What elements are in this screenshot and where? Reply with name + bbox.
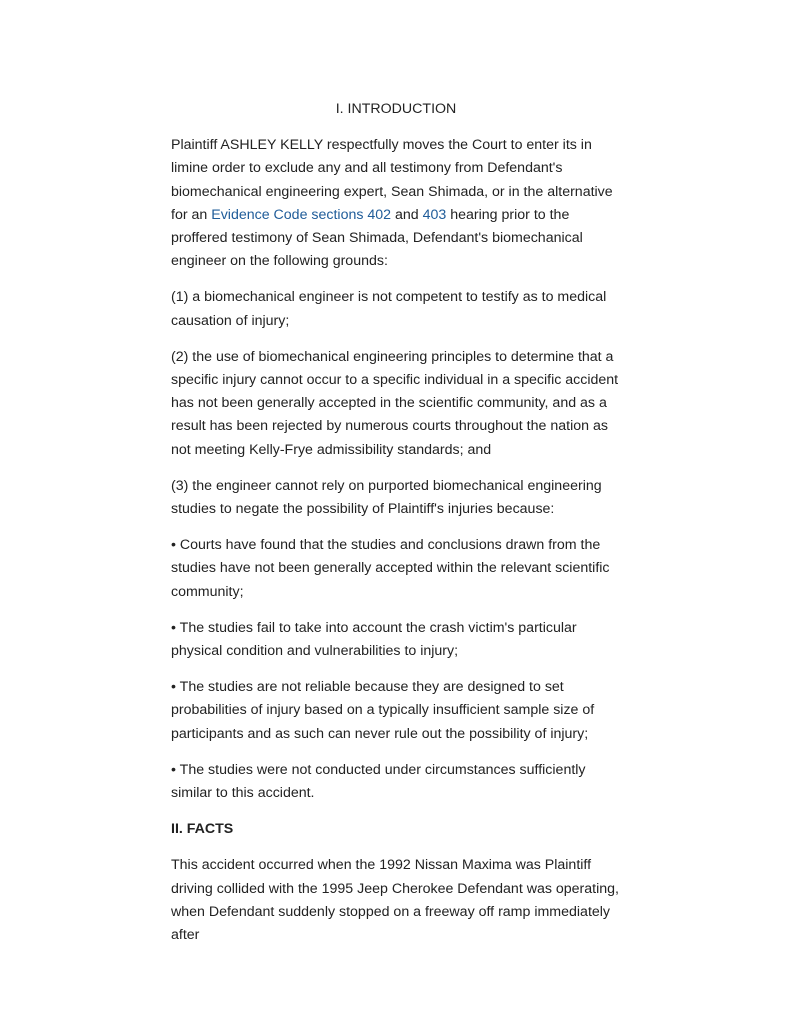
introduction-heading: I. INTRODUCTION	[335, 101, 457, 117]
intro-paragraph	[171, 134, 621, 273]
facts-heading: II. FACTS	[171, 821, 234, 838]
bullet-item: • Courts have found that the studies and conclusions drawn from the studies have not been generally accepted within the relevant scientific community;	[171, 537, 610, 600]
intro-text-3: hearing prior to the proffered testimony of Sean Shimada, Defendant's biomechanical engineer on the following grounds:	[171, 206, 583, 270]
bullet-item: • The studies are not reliable because they are designed to set probabilities of injury based on a typically insufficient sample size of participants and as such can never rule out the possibility of injury;	[171, 679, 595, 742]
document-body	[171, 98, 621, 960]
intro-text-1: Plaintiff ASHLEY KELLY respectfully moves the Court to enter its in limine order to exclude any and all testimony from Defendant's biomechanical engineering expert, Sean Shimada, or in the alternative for an	[171, 137, 613, 223]
evidence-code-402-link[interactable]: Evidence Code sections 402	[211, 206, 392, 223]
bullet-item: • The studies fail to take into account the crash victim's particular physical condition and vulnerabilities to injury;	[171, 619, 577, 660]
evidence-code-403-link[interactable]: 403	[422, 206, 447, 223]
ground-2: (2) the use of biomechanical engineering principles to determine that a specific injury cannot occur to a specific individual in a specific accident has not been generally accepted in the scientific community, and as a result has been rejected by numerous courts throughout the nation as not meeting Kelly-Frye admissibility standards; and	[171, 348, 619, 458]
ground-3: (3) the engineer cannot rely on purported biomechanical engineering studies to negate the possibility of Plaintiff's injuries because:	[171, 477, 602, 518]
ground-1: (1) a biomechanical engineer is not competent to testify as to medical causation of injury;	[171, 289, 607, 329]
intro-text-2: and	[391, 206, 423, 223]
facts-paragraph: This accident occurred when the 1992 Nissan Maxima was Plaintiff driving collided with the 1995 Jeep Cherokee Defendant was operating, when Defendant suddenly stopped on a freeway off ramp immediately after	[171, 857, 619, 944]
bullet-item: • The studies were not conducted under circumstances sufficiently similar to this accident.	[171, 761, 586, 802]
